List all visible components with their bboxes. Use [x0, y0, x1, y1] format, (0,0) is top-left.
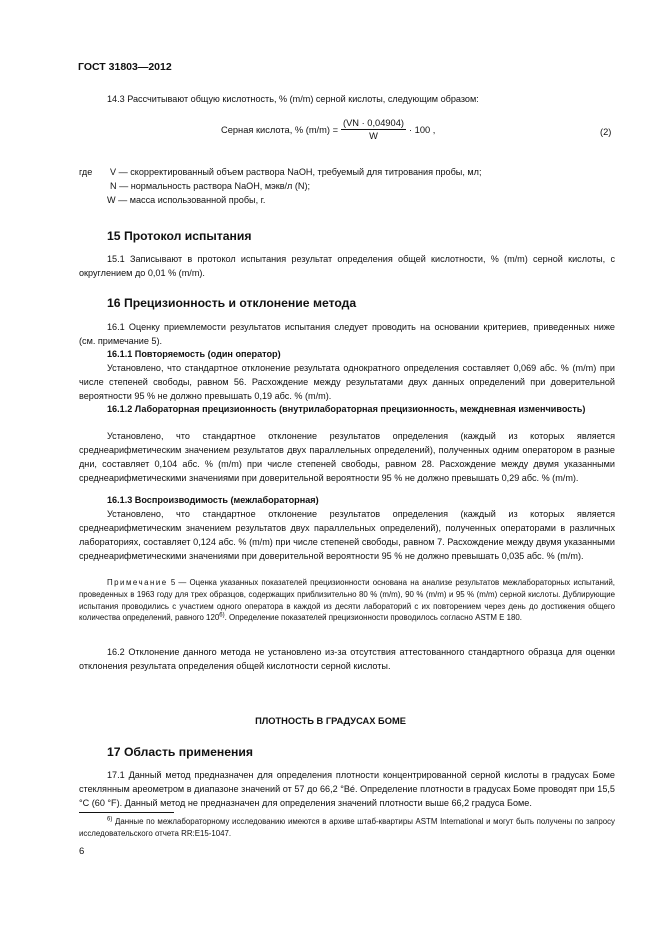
formula-fraction	[341, 118, 406, 141]
subheading-16-1-2: 16.1.2 Лабораторная прецизионность (внутрилабораторная прецизионность, междневная изменчивость)	[107, 404, 586, 414]
where-label: где	[79, 167, 93, 177]
paragraph-14-3: 14.3 Рассчитывают общую кислотность, % (m/m) серной кислоты, следующим образом:	[107, 94, 479, 104]
page-number: 6	[79, 846, 85, 857]
footnote-marker: 6)	[107, 816, 113, 823]
footnote-separator	[79, 812, 174, 813]
formula-rhs: · 100 ,	[408, 124, 436, 135]
equation-number: (2)	[600, 127, 612, 137]
subheading-16-1-3: 16.1.3 Воспроизводимость (межлабораторная)	[107, 495, 319, 505]
formula-lhs: Серная кислота, % (m/m) =	[221, 124, 338, 135]
paragraph-16-1-2: Установлено, что стандартное отклонение результатов определения (каждый из которых является среднеарифметическим значением результатов двух параллельных определений), полученных одним оператором в разные дни, составляет 0,104 абс. % (m/m) при числе степеней свободы, равном 28. Расхождение между двумя указанными среднеарифметическими значениями при доверительной вероятности 95 % не должно превышать 0,29 абс. % (m/m).	[79, 431, 615, 483]
paragraph-16-2: 16.2 Отклонение данного метода не установлено из-за отсутствия аттестованного стандартного образца для оценки отклонения результата определения общей кислотности серной кислоты.	[79, 647, 615, 671]
paragraph-17-1: 17.1 Данный метод предназначен для определения плотности концентрированной серной кислоты в градусах Боме стеклянным ареометром в диапазоне значений от 57 до 66,2 °Bé. Определение плотности в градусах Боме проводят при 15,5 °С (60 °F). Данный метод не предназначен для определения значений плотности выше 66,2 градуса Боме.	[79, 770, 615, 808]
paragraph-16-1-3: Установлено, что стандартное отклонение результатов определения (каждый из которых является среднеарифметическим значением результатов двух параллельных определений), полученных операторами в различных лабораториях, составляет 0,124 абс. % (m/m) при числе степеней свободы, равном 7. Расхождение между двумя указанными среднеарифметическими значениями при доверительной вероятности 95 % не должно превышать 0,035 абс. % (m/m).	[79, 509, 615, 561]
note-text: 5 — Оценка указанных показателей прецизионности основана на анализе результатов межлабораторных испытаний, проведенных в 1963 году для трех образцов, содержащих приблизительно 80 % (m/m), 90 % (m/m) и 95 % (m/m) серной кислоты. Дублирующие испытания проводились с участием одного оператора в каждой из десяти лабораторий с их повторением через день до достижения общего количества определений, равного 120	[79, 578, 615, 623]
footnote-text: Данные по межлабораторному исследованию имеются в архиве штаб-квартиры ASTM International и могут быть получены по запросу исследовательского отчета RR:E15-1047.	[79, 817, 615, 838]
note-footnote-ref[interactable]: 6)	[219, 612, 225, 619]
note-text-end: . Определение показателей прецизионности проводилось согласно ASTM E 180.	[224, 613, 522, 623]
footnote	[79, 816, 615, 840]
where-v: V — скорректированный объем раствора NaOH, требуемый для титрования пробы, мл;	[110, 167, 482, 177]
heading-16: 16 Прецизионность и отклонение метода	[107, 296, 357, 310]
heading-17: 17 Область применения	[107, 745, 253, 759]
document-header: ГОСТ 31803—2012	[78, 61, 172, 73]
part-title: ПЛОТНОСТЬ В ГРАДУСАХ БОМЕ	[255, 716, 406, 726]
heading-15: 15 Протокол испытания	[107, 229, 252, 243]
formula-acidity	[221, 118, 435, 141]
where-n: N — нормальность раствора NaOH, мэкв/л (N);	[110, 181, 311, 191]
paragraph-15-1: 15.1 Записывают в протокол испытания результат определения общей кислотности, % (m/m) серной кислоты, с округлением до 0,01 % (m/m).	[79, 254, 615, 278]
formula-numerator: (VN · 0,04904)	[343, 118, 404, 128]
subheading-16-1-1: 16.1.1 Повторяемость (один оператор)	[107, 349, 281, 359]
paragraph-16-1-1: Установлено, что стандартное отклонение результата однократного определения составляет 0,069 абс. % (m/m) при числе степеней свободы, равном 56. Расхождение между результатами двух данных определений при доверительной вероятности 95 % не должно превышать 0,19 абс. % (m/m).	[79, 363, 615, 401]
formula-denominator: W	[369, 131, 378, 141]
note-label: Примечание	[107, 578, 168, 587]
where-w: W — масса использованной пробы, г.	[107, 195, 266, 205]
paragraph-16-1: 16.1 Оценку приемлемости результатов испытания следует проводить на основании критериев, приведенных ниже (см. примечание 5).	[79, 322, 615, 346]
note-5	[79, 577, 615, 624]
